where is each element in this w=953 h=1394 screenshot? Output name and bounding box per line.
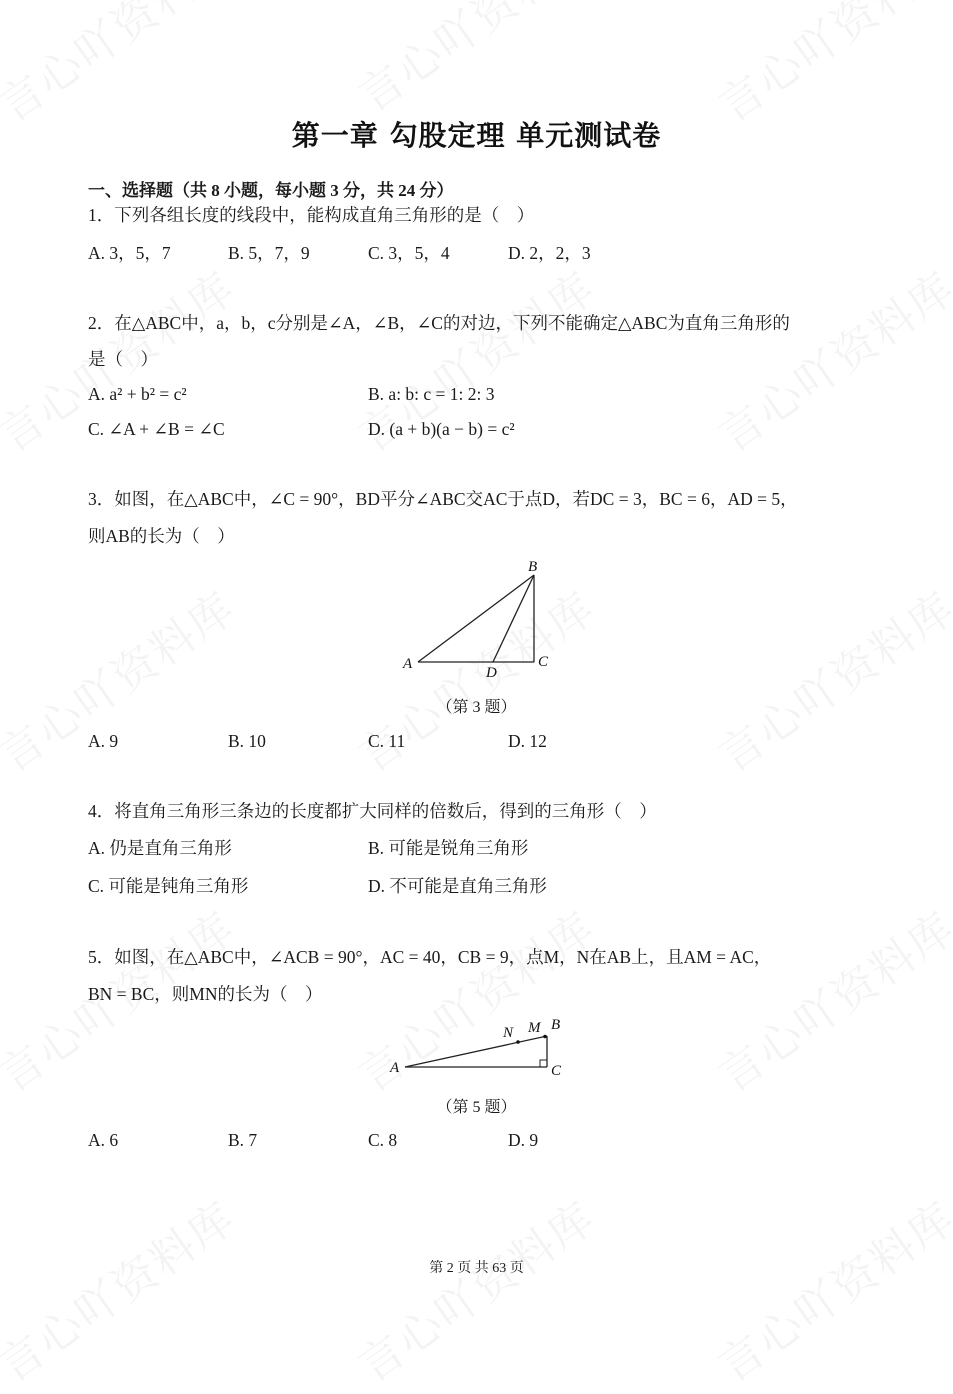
- label-b: B: [551, 1017, 561, 1033]
- label-b: B: [528, 559, 538, 575]
- option-b: B. 5，7，9: [228, 243, 310, 263]
- option-b: B. 可能是锐角三角形: [368, 838, 529, 858]
- option-c: C. 11: [368, 731, 406, 751]
- option-c: C. 8: [368, 1130, 398, 1150]
- question-stem: 2．在△ABC中，a，b，c分别是∠A，∠B，∠C的对边，下列不能确定△ABC为直角三角形的: [88, 313, 790, 333]
- label-a: A: [390, 1060, 400, 1076]
- option-a: A. 仍是直角三角形: [88, 838, 232, 858]
- label-n: N: [503, 1025, 514, 1041]
- watermark: [0, 1183, 246, 1394]
- option-d: D. 12: [508, 731, 547, 751]
- watermark: [703, 253, 953, 464]
- figure-q5-triangle: [385, 1012, 575, 1084]
- option-a: A. a² + b² = c²: [88, 384, 187, 404]
- option-d: D. 9: [508, 1130, 539, 1150]
- option-a: A. 6: [88, 1130, 119, 1150]
- option-b: B. a: b: c = 1: 2: 3: [368, 384, 495, 404]
- label-c: C: [551, 1063, 562, 1079]
- option-c: C. 可能是钝角三角形: [88, 876, 249, 896]
- option-d: D. (a + b)(a − b) = c²: [368, 419, 515, 439]
- watermark: [703, 573, 953, 784]
- figure-caption: （第 3 题）: [436, 699, 517, 716]
- label-a: A: [403, 656, 413, 672]
- page-title: 第一章 勾股定理 单元测试卷: [291, 119, 662, 152]
- label-d: D: [486, 665, 497, 681]
- question-stem: 5．如图，在△ABC中，∠ACB = 90°，AC = 40，CB = 9，点M，N在AB上，且AM = AC，: [88, 947, 772, 967]
- watermark: [703, 893, 953, 1104]
- question-stem-cont: 则AB的长为（ ）: [88, 526, 235, 546]
- option-b: B. 7: [228, 1130, 258, 1150]
- option-c: C. 3，5，4: [368, 243, 450, 263]
- page-footer: 第 2 页 共 63 页: [429, 1261, 524, 1276]
- option-b: B. 10: [228, 731, 266, 751]
- watermark: [0, 573, 246, 784]
- option-c: C. ∠A + ∠B = ∠C: [88, 419, 225, 439]
- watermark: [343, 0, 606, 124]
- option-a: A. 3，5，7: [88, 243, 171, 263]
- figure-caption: （第 5 题）: [436, 1099, 517, 1116]
- question-stem: 1．下列各组长度的线段中，能构成直角三角形的是（ ）: [88, 205, 535, 225]
- question-stem-cont: BN = BC，则MN的长为（ ）: [88, 984, 323, 1004]
- watermark: [703, 1183, 953, 1394]
- question-stem: 3．如图，在△ABC中，∠C = 90°，BD平分∠ABC交AC于点D，若DC = 3，BC = 6，AD = 5，: [88, 489, 798, 509]
- question-stem-cont: 是（ ）: [88, 349, 158, 369]
- section-heading: 一、选择题（共 8 小题，每小题 3 分，共 24 分）: [88, 181, 454, 200]
- question-stem: 4．将直角三角形三条边的长度都扩大同样的倍数后，得到的三角形（ ）: [88, 801, 657, 821]
- option-a: A. 9: [88, 731, 119, 751]
- figure-q3-triangle: [395, 555, 565, 685]
- option-d: D. 不可能是直角三角形: [368, 876, 547, 896]
- label-m: M: [528, 1020, 541, 1036]
- watermark: [343, 1183, 606, 1394]
- label-c: C: [538, 654, 549, 670]
- option-d: D. 2，2，3: [508, 243, 591, 263]
